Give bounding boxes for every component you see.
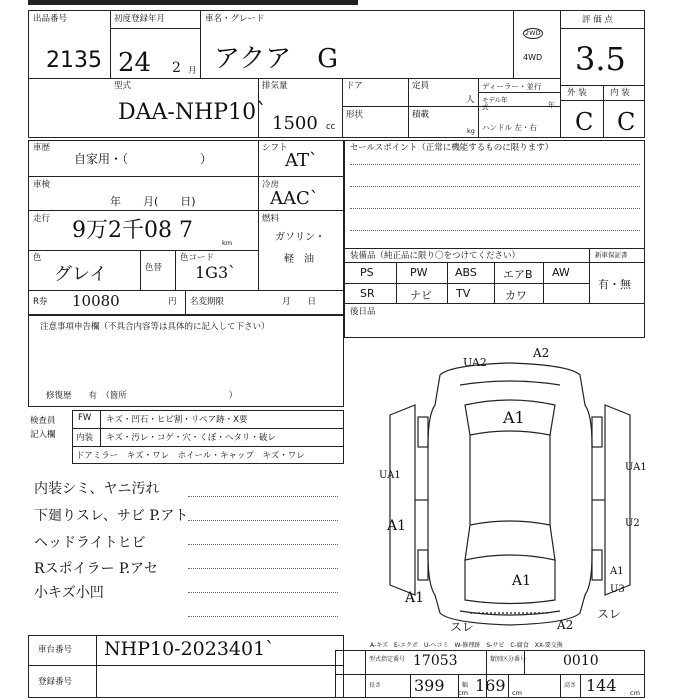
shift-label: シフト <box>262 143 288 153</box>
notes-label: 注意事項申告欄（不具合内容等は具体的に記入して下さい） <box>40 322 270 332</box>
displacement-label: 排気量 <box>262 81 288 91</box>
mark-scratch-bl: スレ <box>450 620 475 634</box>
equip-airbag: エアB <box>503 268 533 281</box>
history-value <box>74 150 212 167</box>
equip-aw: AW <box>552 266 570 279</box>
cat-value: 0010 <box>563 653 599 669</box>
mark-scratch-br: スレ <box>597 607 622 621</box>
reg-year: 24 <box>118 48 152 78</box>
capacity-unit: 人 <box>466 95 475 105</box>
load-unit: kg <box>467 127 475 135</box>
model-label: 型式 <box>114 81 132 91</box>
mark-a2-top: A2 <box>533 346 550 360</box>
hgt-unit: cm <box>630 689 640 697</box>
mark-a1-br: A1 <box>610 566 624 577</box>
score-value: 3.5 <box>575 40 626 78</box>
reg-label: 初度登録年月 <box>114 14 166 24</box>
ac-label: 冷房 <box>262 180 280 190</box>
fuel-value: ガソリン・ <box>275 232 325 243</box>
lot-value: 2135 <box>46 48 102 73</box>
color-code-label: 色コード <box>180 253 215 263</box>
int-label: 内 装 <box>610 88 630 98</box>
mark-a1-left: A1 <box>387 518 407 534</box>
sheet-title-strip <box>28 0 358 5</box>
inspector-fw-text: キズ・凹石・ヒビ割・リペア跡・X要 <box>106 415 248 425</box>
reg-month: 2 <box>172 60 181 76</box>
mark-ua1-left: UA1 <box>379 470 401 481</box>
hgt-label: 高さ <box>564 682 577 689</box>
mileage-value: 9万2千08 7 <box>72 218 193 243</box>
len-value: 399 <box>414 676 445 695</box>
equip-navi: ナビ <box>410 289 432 302</box>
history-value-text: 自家用・（ ） <box>74 152 213 166</box>
wid-label: 幅 <box>462 682 469 689</box>
drive-2wd: 2WD <box>525 29 541 37</box>
dealer-label: ディーラー・並行 <box>482 82 542 91</box>
mark-u3: U3 <box>610 584 625 595</box>
equip-pw: PW <box>410 266 428 279</box>
inspector-label-2: 記入欄 <box>30 430 56 440</box>
equip-label: 装備品（純正品に限り〇をつけてください） <box>350 251 521 261</box>
odometer-label: 名変期限 <box>190 297 225 307</box>
repair-label: 修復歴 有 （箇所 ） <box>46 391 238 401</box>
len-label: 長さ <box>369 682 382 689</box>
len-unit: cm <box>458 689 468 697</box>
after-label: 後日品 <box>350 307 376 317</box>
color-change-label: 色替 <box>145 263 163 273</box>
inspector-int: 内装 <box>76 433 94 443</box>
note-line-4: Rスポイラー P.アセ <box>34 561 158 577</box>
mark-a2-bottom: A2 <box>557 618 574 632</box>
recycle-label: R券 <box>33 297 48 307</box>
model-value: DAA-NHP10` <box>118 100 268 125</box>
hgt-value: 144 <box>586 676 617 695</box>
equip-ps: PS <box>360 266 374 279</box>
cat-label: 類別区分番号 <box>490 656 527 663</box>
shift-value: AT` <box>285 150 319 171</box>
note-line-3: ヘッドライトヒビ <box>34 535 146 551</box>
note-line-5: 小キズ小凹 <box>34 585 104 601</box>
mileage-unit: km <box>222 239 233 247</box>
recycle-unit: 円 <box>168 297 177 307</box>
model-year-label: モデル年式 <box>482 96 508 111</box>
sales-section <box>344 140 645 338</box>
wid-value: 169 <box>475 676 506 695</box>
displacement-value: 1500 <box>272 113 318 134</box>
note-line-1: 内装シミ、ヤニ汚れ <box>34 481 160 497</box>
inspection-label: 車検 <box>33 180 51 190</box>
name-value: アクア G <box>214 44 338 74</box>
score-label: 評 価 点 <box>582 15 613 25</box>
color-value: グレイ <box>54 264 108 285</box>
recycle-value: 10080 <box>72 292 120 310</box>
door-label: ドア <box>346 81 363 91</box>
mark-a1-hood: A1 <box>503 408 525 427</box>
fuel-value-2: 軽 油 <box>284 254 314 265</box>
type-label: 型式指定番号 <box>369 656 406 663</box>
inspector-int-text: キズ・汚レ・コゲ・穴・くぼ・ヘタリ・破レ <box>106 433 276 443</box>
mark-ua1-right: UA1 <box>625 462 647 473</box>
warranty-label: 新車保証書 <box>595 251 628 259</box>
inspector-label-1: 検査員 <box>30 416 56 426</box>
chassis-value: NHP10-2023401` <box>104 638 275 660</box>
history-label: 車歴 <box>33 143 51 153</box>
int-value: C <box>617 108 636 136</box>
mileage-label: 走行 <box>33 214 51 224</box>
model-year-unit: 年 <box>548 101 555 109</box>
displacement-unit: cc <box>326 122 336 132</box>
warranty-value: 有・無 <box>598 278 631 291</box>
wid-unit: cm <box>512 689 522 697</box>
reg-month-unit: 月 <box>188 66 197 76</box>
mark-ua2: UA2 <box>463 356 487 369</box>
ac-value: AAC` <box>270 188 319 209</box>
registration-label: 登録番号 <box>38 677 73 687</box>
mark-a1-bl: A1 <box>405 590 425 606</box>
inspector-mirror-text: ドアミラー キズ・ワレ ホイール・キャップ キズ・ワレ <box>76 451 305 461</box>
ext-label: 外 装 <box>567 88 587 98</box>
inspector-fw: FW <box>78 413 92 423</box>
drive-4wd: 4WD <box>523 53 543 62</box>
name-label: 車名・グレード <box>205 14 265 24</box>
type-value: 17053 <box>413 653 458 669</box>
damage-legend: A-キズ E-エクボ U-ヘコミ W-修理跡 S-サビ C-腐食 XX-要交換 <box>370 642 563 649</box>
equip-leather: カワ <box>505 289 527 302</box>
handle-label: ハンドル 左・右 <box>482 123 537 132</box>
sales-label: セールスポイント（正常に機能するものに限ります） <box>350 143 554 153</box>
mark-u2: U2 <box>625 518 640 529</box>
color-label: 色 <box>33 253 42 263</box>
equip-sr: SR <box>360 287 375 300</box>
load-label: 積載 <box>412 110 430 120</box>
fuel-label: 燃料 <box>262 214 280 224</box>
lot-label: 出品番号 <box>33 14 68 24</box>
mark-a1-rear: A1 <box>512 573 532 589</box>
ext-value: C <box>575 108 594 136</box>
inspection-value: 年 月( 日) <box>110 195 196 208</box>
equip-abs: ABS <box>455 266 477 279</box>
capacity-label: 定員 <box>412 81 430 91</box>
odometer-value: 月 日 <box>282 297 317 307</box>
chassis-label: 車台番号 <box>38 645 73 655</box>
shape-label: 形状 <box>346 110 364 120</box>
note-line-2: 下廻りスレ、サビ P.アト <box>34 508 189 524</box>
color-code-value: 1G3` <box>195 263 237 282</box>
equip-tv: TV <box>456 287 471 300</box>
